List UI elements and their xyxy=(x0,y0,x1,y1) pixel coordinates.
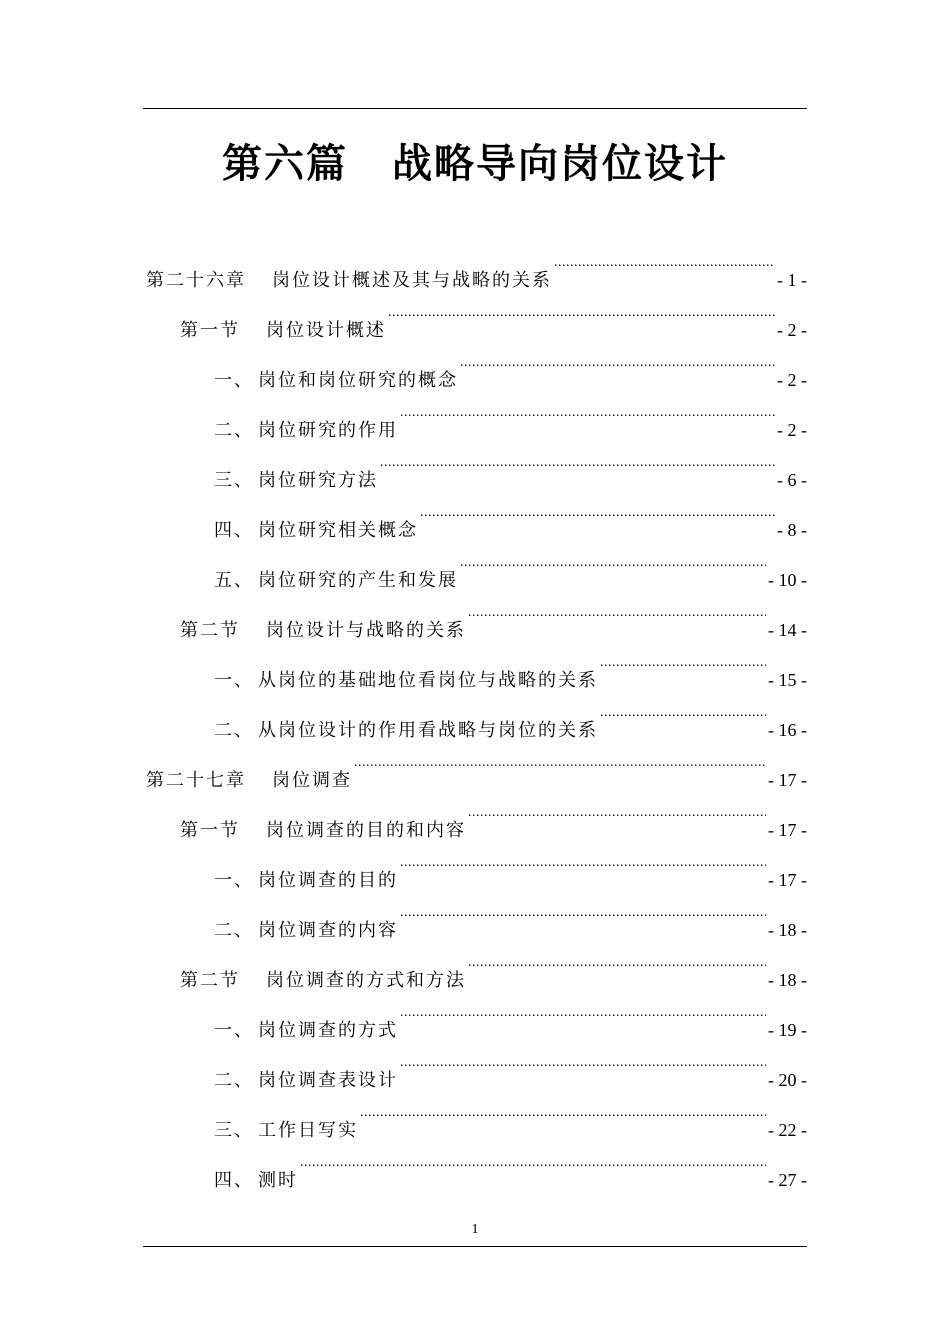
toc-dot-leader xyxy=(400,386,775,436)
toc-entry-page: - 8 - xyxy=(777,520,807,540)
toc-entry-page: - 1 - xyxy=(777,270,807,290)
toc-entry-label: 三、 xyxy=(214,1120,254,1141)
toc-entry-title: 测时 xyxy=(258,1170,298,1191)
toc-entry-label: 二、 xyxy=(214,420,254,441)
toc-entry-title: 岗位调查的方式 xyxy=(258,1020,398,1041)
toc-entry-label: 一、 xyxy=(214,370,254,391)
toc-entry-label: 第二十六章 xyxy=(146,270,246,291)
toc-dot-leader xyxy=(300,1136,766,1186)
toc-entry-title: 岗位调查的目的 xyxy=(258,870,398,891)
title-part: 第六篇 xyxy=(222,140,348,187)
toc-entry-title: 岗位调查的方式和方法 xyxy=(266,970,466,991)
toc-entry-title: 工作日写实 xyxy=(258,1120,358,1141)
toc-entry-label: 二、 xyxy=(214,920,254,941)
toc-entry-label: 第一节 xyxy=(180,320,240,341)
toc-dot-leader xyxy=(460,336,775,386)
toc-entry-label: 四、 xyxy=(214,520,254,541)
toc-dot-leader xyxy=(380,436,775,486)
toc-dot-leader xyxy=(388,286,775,336)
toc-entry-page: - 10 - xyxy=(768,570,807,590)
toc-entry-title: 岗位和岗位研究的概念 xyxy=(258,370,458,391)
page-number: 1 xyxy=(471,1222,479,1237)
toc-entry-page: - 17 - xyxy=(768,870,807,890)
toc-entry-label: 第二节 xyxy=(180,970,240,991)
toc-entry-page: - 20 - xyxy=(768,1070,807,1090)
toc-dot-leader xyxy=(420,486,775,536)
toc-entry-title: 岗位调查表设计 xyxy=(258,1070,398,1091)
toc-entry-label: 二、 xyxy=(214,1070,254,1091)
toc-entry-label: 一、 xyxy=(214,870,254,891)
header-rule xyxy=(143,108,807,109)
toc-dot-leader xyxy=(460,536,766,586)
table-of-contents xyxy=(143,236,807,1191)
toc-dot-leader xyxy=(554,236,775,286)
toc-entry[interactable] xyxy=(143,836,807,891)
toc-dot-leader xyxy=(360,1086,766,1136)
title-text: 战略导向岗位设计 xyxy=(392,140,728,187)
toc-dot-leader xyxy=(468,786,766,836)
toc-entry-title: 岗位调查 xyxy=(272,770,352,791)
toc-entry-page: - 27 - xyxy=(768,1170,807,1190)
toc-entry-page: - 17 - xyxy=(768,770,807,790)
toc-dot-leader xyxy=(600,686,766,736)
toc-dot-leader xyxy=(468,586,766,636)
toc-dot-leader xyxy=(400,1036,766,1086)
toc-entry-page: - 14 - xyxy=(768,620,807,640)
toc-entry-title: 岗位设计概述 xyxy=(266,320,386,341)
toc-entry-title: 岗位设计概述及其与战略的关系 xyxy=(272,270,552,291)
toc-dot-leader xyxy=(468,936,766,986)
toc-entry[interactable] xyxy=(143,336,807,391)
toc-entry-label: 第二节 xyxy=(180,620,240,641)
toc-entry-label: 三、 xyxy=(214,470,254,491)
toc-entry[interactable] xyxy=(143,986,807,1041)
toc-entry-title: 岗位调查的目的和内容 xyxy=(266,820,466,841)
toc-entry-page: - 19 - xyxy=(768,1020,807,1040)
toc-entry[interactable] xyxy=(143,636,807,691)
toc-entry-label: 一、 xyxy=(214,1020,254,1041)
toc-dot-leader xyxy=(600,636,766,686)
toc-entry-page: - 2 - xyxy=(777,370,807,390)
toc-entry-title: 岗位研究方法 xyxy=(258,470,378,491)
toc-entry-page: - 17 - xyxy=(768,820,807,840)
toc-entry-title: 从岗位的基础地位看岗位与战略的关系 xyxy=(258,670,598,691)
page-title xyxy=(0,136,950,192)
toc-entry-title: 从岗位设计的作用看战略与岗位的关系 xyxy=(258,720,598,741)
toc-entry-title: 岗位研究相关概念 xyxy=(258,520,418,541)
toc-dot-leader xyxy=(400,836,766,886)
toc-entry-label: 第一节 xyxy=(180,820,240,841)
toc-entry-label: 一、 xyxy=(214,670,254,691)
toc-entry-title: 岗位设计与战略的关系 xyxy=(266,620,466,641)
toc-entry-title: 岗位研究的产生和发展 xyxy=(258,570,458,591)
toc-entry-title: 岗位调查的内容 xyxy=(258,920,398,941)
toc-entry-page: - 18 - xyxy=(768,970,807,990)
toc-entry[interactable] xyxy=(143,236,807,291)
toc-entry-page: - 6 - xyxy=(777,470,807,490)
toc-dot-leader xyxy=(400,986,766,1036)
toc-entry-page: - 15 - xyxy=(768,670,807,690)
toc-entry-page: - 2 - xyxy=(777,420,807,440)
toc-entry-label: 四、 xyxy=(214,1170,254,1191)
footer-rule xyxy=(143,1246,807,1247)
toc-entry-page: - 2 - xyxy=(777,320,807,340)
toc-dot-leader xyxy=(354,736,766,786)
toc-entry-page: - 18 - xyxy=(768,920,807,940)
toc-entry-label: 第二十七章 xyxy=(146,770,246,791)
toc-dot-leader xyxy=(400,886,766,936)
toc-entry-label: 二、 xyxy=(214,720,254,741)
toc-entry-page: - 16 - xyxy=(768,720,807,740)
toc-entry-page: - 22 - xyxy=(768,1120,807,1140)
toc-entry-title: 岗位研究的作用 xyxy=(258,420,398,441)
toc-entry-label: 五、 xyxy=(214,570,254,591)
